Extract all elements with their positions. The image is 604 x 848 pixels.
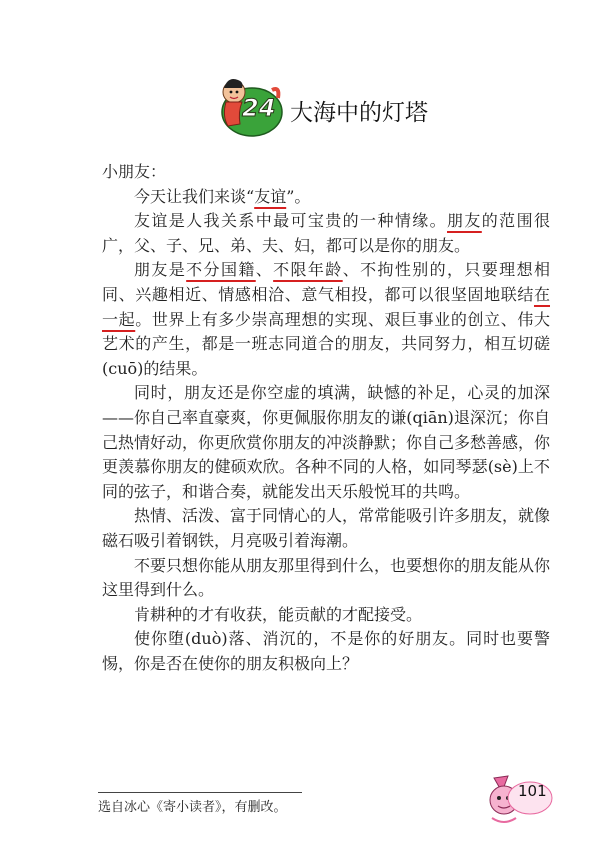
underlined-term: 不分国籍: [186, 260, 256, 280]
text-segment: 、不拘性别的，只要理想相同、兴趣相近、情感相洽、意气相投，都可以很坚固地联结: [102, 260, 550, 304]
text-segment: 朋友是: [134, 260, 187, 280]
paragraph-5: 热情、活泼、富于同情心的人，常常能吸引许多朋友，就像磁石吸引着钢铁，月亮吸引着海潮。: [102, 506, 551, 550]
text-segment: 。世界上有多少崇高理想的实现、艰巨事业的创立、伟大艺术的产生，都是一班志同道合的朋友，共同努力，相互切磋(cuō)的结果。: [102, 309, 550, 378]
paragraph-2: [102, 209, 550, 258]
footnote-divider: [98, 792, 302, 793]
lesson-header: [216, 72, 476, 142]
underlined-term: 在一起: [102, 284, 550, 329]
lesson-number: 24: [242, 94, 276, 122]
footnote: 选自冰心《寄小读者》，有删改。: [98, 800, 287, 815]
text-segment: 友谊是人我关系中最可宝贵的一种情缘。: [134, 211, 448, 231]
paragraph-8: 使你堕(duò)落、消沉的，不是你的好朋友。同时也要警惕，你是否在使你的朋友积极向上？: [102, 629, 550, 673]
page-title: 大海中的灯塔: [290, 100, 428, 126]
paragraph-7: 肯耕种的才有收获，能贡献的才配接受。: [134, 604, 423, 624]
paragraph-4: 同时，朋友还是你空虚的填满，缺憾的补足，心灵的加深——你自己率直豪爽，你更佩服你朋友的谦(qiān)退深沉；你自己热情好动，你更欣赏你朋友的冲淡静默；你自己多愁善感，你更羡慕你朋友的健硕欢欣。各种不同的人格，如同琴瑟(sè)上不同的弦子，和谐合奏，就能发出天乐般悦耳的共鸣。: [102, 383, 551, 501]
article-body: [102, 160, 550, 676]
text-segment: 的范围很广，父、子、兄、弟、夫、妇，都可以是你的朋友。: [102, 211, 550, 255]
salutation: 小朋友：: [102, 162, 167, 181]
underlined-term: 不限年龄: [273, 260, 343, 280]
paragraph-6: 不要只想你能从朋友那里得到什么，也要想你的朋友能从你这里得到什么。: [102, 555, 551, 600]
text-segment: 、: [255, 260, 274, 280]
underlined-term: 友谊: [254, 186, 287, 206]
underlined-term: 朋友: [447, 211, 482, 231]
page-number: 101: [518, 782, 547, 800]
paragraph-1: [102, 185, 550, 210]
text-segment: 今天让我们来谈“: [134, 186, 255, 206]
paragraph-3: [102, 258, 550, 381]
text-segment: ”。: [286, 186, 311, 206]
